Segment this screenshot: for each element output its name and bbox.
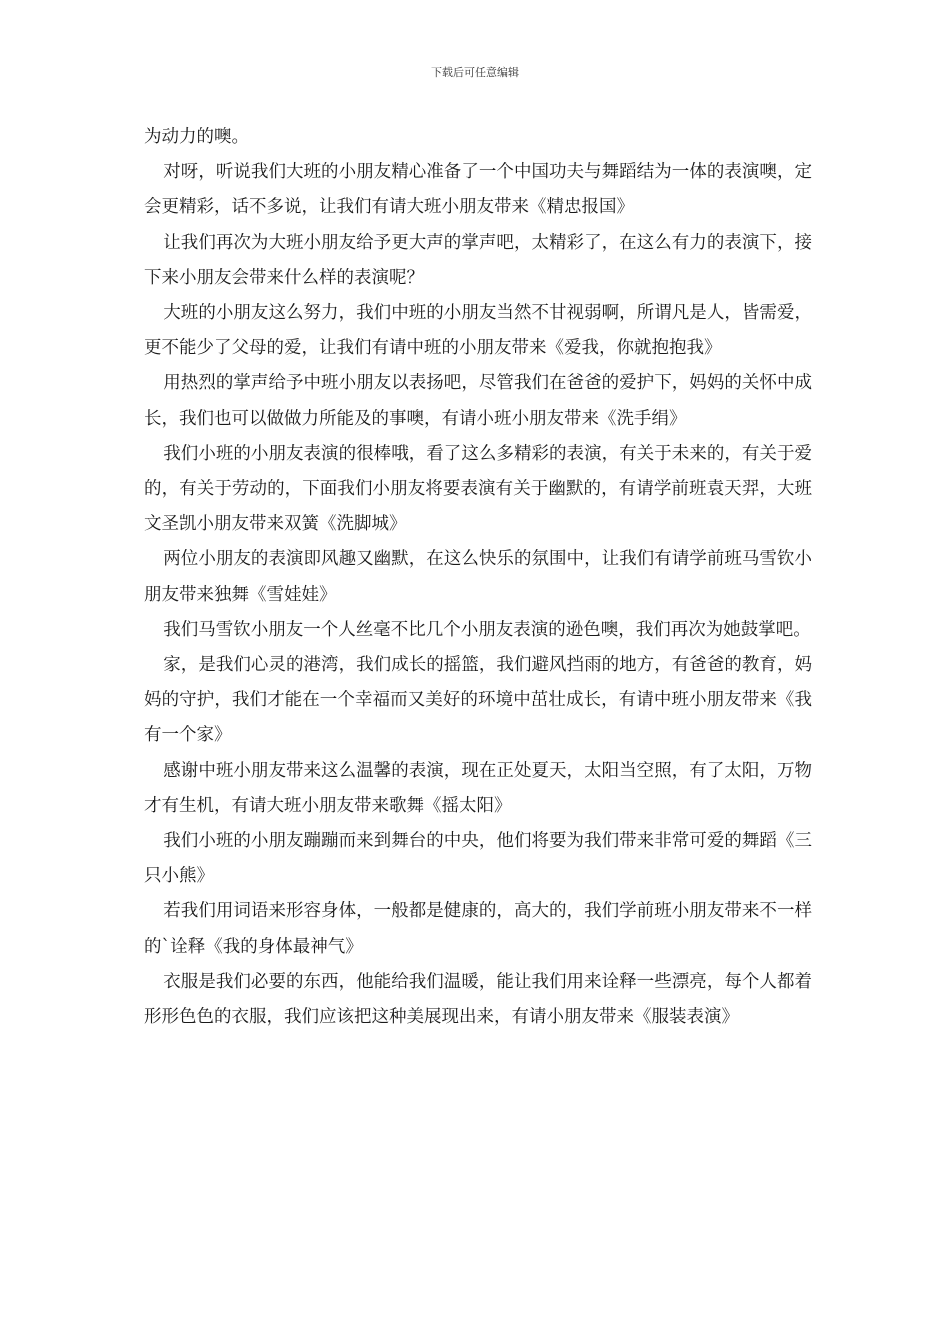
document-body	[144, 120, 812, 1035]
paragraph: 为动力的噢。	[144, 127, 249, 147]
page-header-note: 下载后可任意编辑	[431, 66, 519, 79]
paragraph: 两位小朋友的表演即风趣又幽默，在这么快乐的氛围中，让我们有请学前班马雪钦小朋友带来独舞《雪娃娃》	[144, 549, 812, 605]
paragraph: 我们小班的小朋友表演的很棒哦，看了这么多精彩的表演，有关于未来的，有关于爱的，有关于劳动的，下面我们小朋友将要表演有关于幽默的，有请学前班袁天羿，大班文圣凯小朋友带来双簧《洗脚城》	[144, 443, 812, 535]
paragraph: 我们马雪钦小朋友一个人丝毫不比几个小朋友表演的逊色噢，我们再次为她鼓掌吧。	[163, 619, 811, 640]
paragraph: 家，是我们心灵的港湾，我们成长的摇篮，我们避风挡雨的地方，有爸爸的教育，妈妈的守护，我们才能在一个幸福而又美好的环境中茁壮成长，有请中班小朋友带来《我有一个家》	[144, 655, 812, 746]
paragraph: 大班的小朋友这么努力，我们中班的小朋友当然不甘视弱啊，所谓凡是人，皆需爱，更不能少了父母的爱，让我们有请中班的小朋友带来《爱我，你就抱抱我》	[144, 303, 812, 359]
paragraph: 衣服是我们必要的东西，他能给我们温暖，能让我们用来诠释一些漂亮，每个人都着形形色色的衣服，我们应该把这种美展现出来，有请小朋友带来《服装表演》	[144, 971, 812, 1028]
paragraph: 感谢中班小朋友带来这么温馨的表演，现在正处夏天，太阳当空照，有了太阳，万物才有生机，有请大班小朋友带来歌舞《摇太阳》	[144, 760, 812, 816]
paragraph: 让我们再次为大班小朋友给予更大声的掌声吧，太精彩了，在这么有力的表演下，接下来小朋友会带来什么样的表演呢？	[144, 232, 812, 288]
paragraph: 对呀，听说我们大班的小朋友精心准备了一个中国功夫与舞蹈结为一体的表演噢，定会更精彩，话不多说，让我们有请大班小朋友带来《精忠报国》	[144, 162, 812, 218]
paragraph: 用热烈的掌声给予中班小朋友以表扬吧，尽管我们在爸爸的爱护下，妈妈的关怀中成长，我们也可以做做力所能及的事噢，有请小班小朋友带来《洗手绢》	[144, 373, 812, 429]
paragraph: 若我们用词语来形容身体，一般都是健康的，高大的，我们学前班小朋友带来不一样的`诠释《我的身体最神气》	[144, 901, 812, 957]
paragraph: 我们小班的小朋友蹦蹦而来到舞台的中央，他们将要为我们带来非常可爱的舞蹈《三只小熊》	[144, 831, 812, 887]
